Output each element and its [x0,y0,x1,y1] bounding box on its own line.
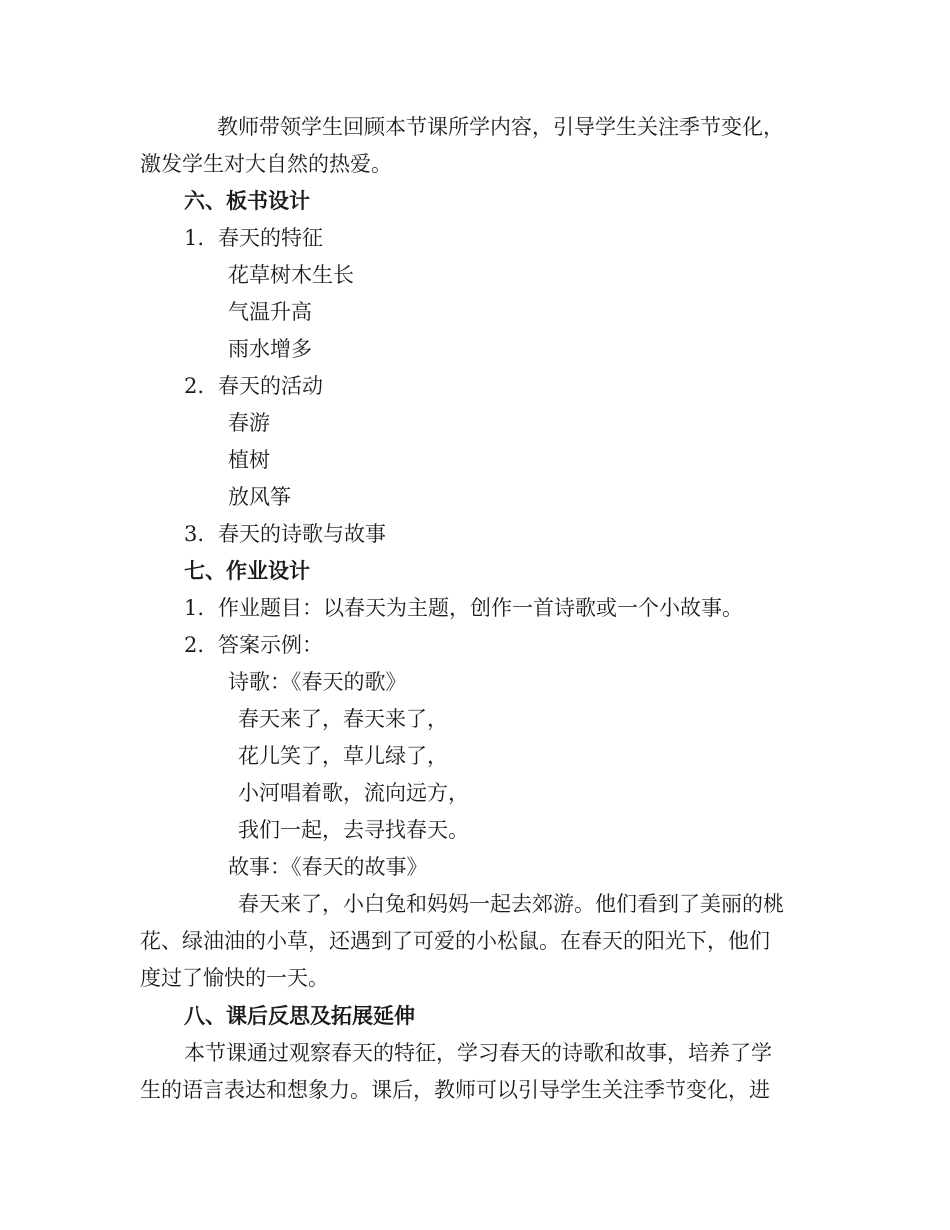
section-6-item-3 [184,521,386,547]
section-6-item-1-sub-1: 花草树木生长 [228,263,354,287]
item-number: 1. [184,226,205,250]
item-number: 3. [184,522,205,546]
section-7-heading: 七、作业设计 [184,558,310,583]
item-text: 答案示例： [218,633,323,657]
story-title: 故事：《春天的故事》 [228,855,428,879]
section-6-item-1-sub-3: 雨水增多 [228,337,312,361]
section-6-item-1-sub-2: 气温升高 [228,300,312,324]
intro-line-2: 激发学生对大自然的热爱。 [140,152,392,176]
item-title: 春天的活动 [218,374,323,398]
item-number: 1. [184,596,205,620]
section-6-item-2-sub-1: 春游 [228,411,270,435]
section-6-heading: 六、板书设计 [184,188,310,213]
section-7-item-1 [184,595,743,621]
section-6-item-2 [184,373,323,399]
poem-line-4: 我们一起，去寻找春天。 [238,818,469,842]
section-6-item-1 [184,225,323,251]
intro-line-1: 教师带领学生回顾本节课所学内容，引导学生关注季节变化， [217,115,784,139]
story-line-3: 度过了愉快的一天。 [140,966,329,990]
section-8-heading: 八、课后反思及拓展延伸 [184,1003,415,1028]
item-title: 春天的诗歌与故事 [218,522,386,546]
story-line-1: 春天来了，小白兔和妈妈一起去郊游。他们看到了美丽的桃 [238,892,784,916]
poem-title: 诗歌：《春天的歌》 [228,670,407,694]
poem-line-2: 花儿笑了，草儿绿了， [238,744,448,768]
section-7-item-2 [184,632,323,658]
section-6-item-2-sub-2: 植树 [228,448,270,472]
section-6-item-2-sub-3: 放风筝 [228,485,291,509]
item-number: 2. [184,633,205,657]
section-8-line-1: 本节课通过观察春天的特征，学习春天的诗歌和故事，培养了学 [184,1041,772,1065]
story-line-2: 花、绿油油的小草，还遇到了可爱的小松鼠。在春天的阳光下，他们 [140,929,770,953]
item-title: 春天的特征 [218,226,323,250]
item-text: 作业题目：以春天为主题，创作一首诗歌或一个小故事。 [218,596,743,620]
poem-line-1: 春天来了，春天来了， [238,707,448,731]
section-8-line-2: 生的语言表达和想象力。课后，教师可以引导学生关注季节变化，进 [140,1078,770,1102]
item-number: 2. [184,374,205,398]
poem-line-3: 小河唱着歌，流向远方， [238,781,469,805]
